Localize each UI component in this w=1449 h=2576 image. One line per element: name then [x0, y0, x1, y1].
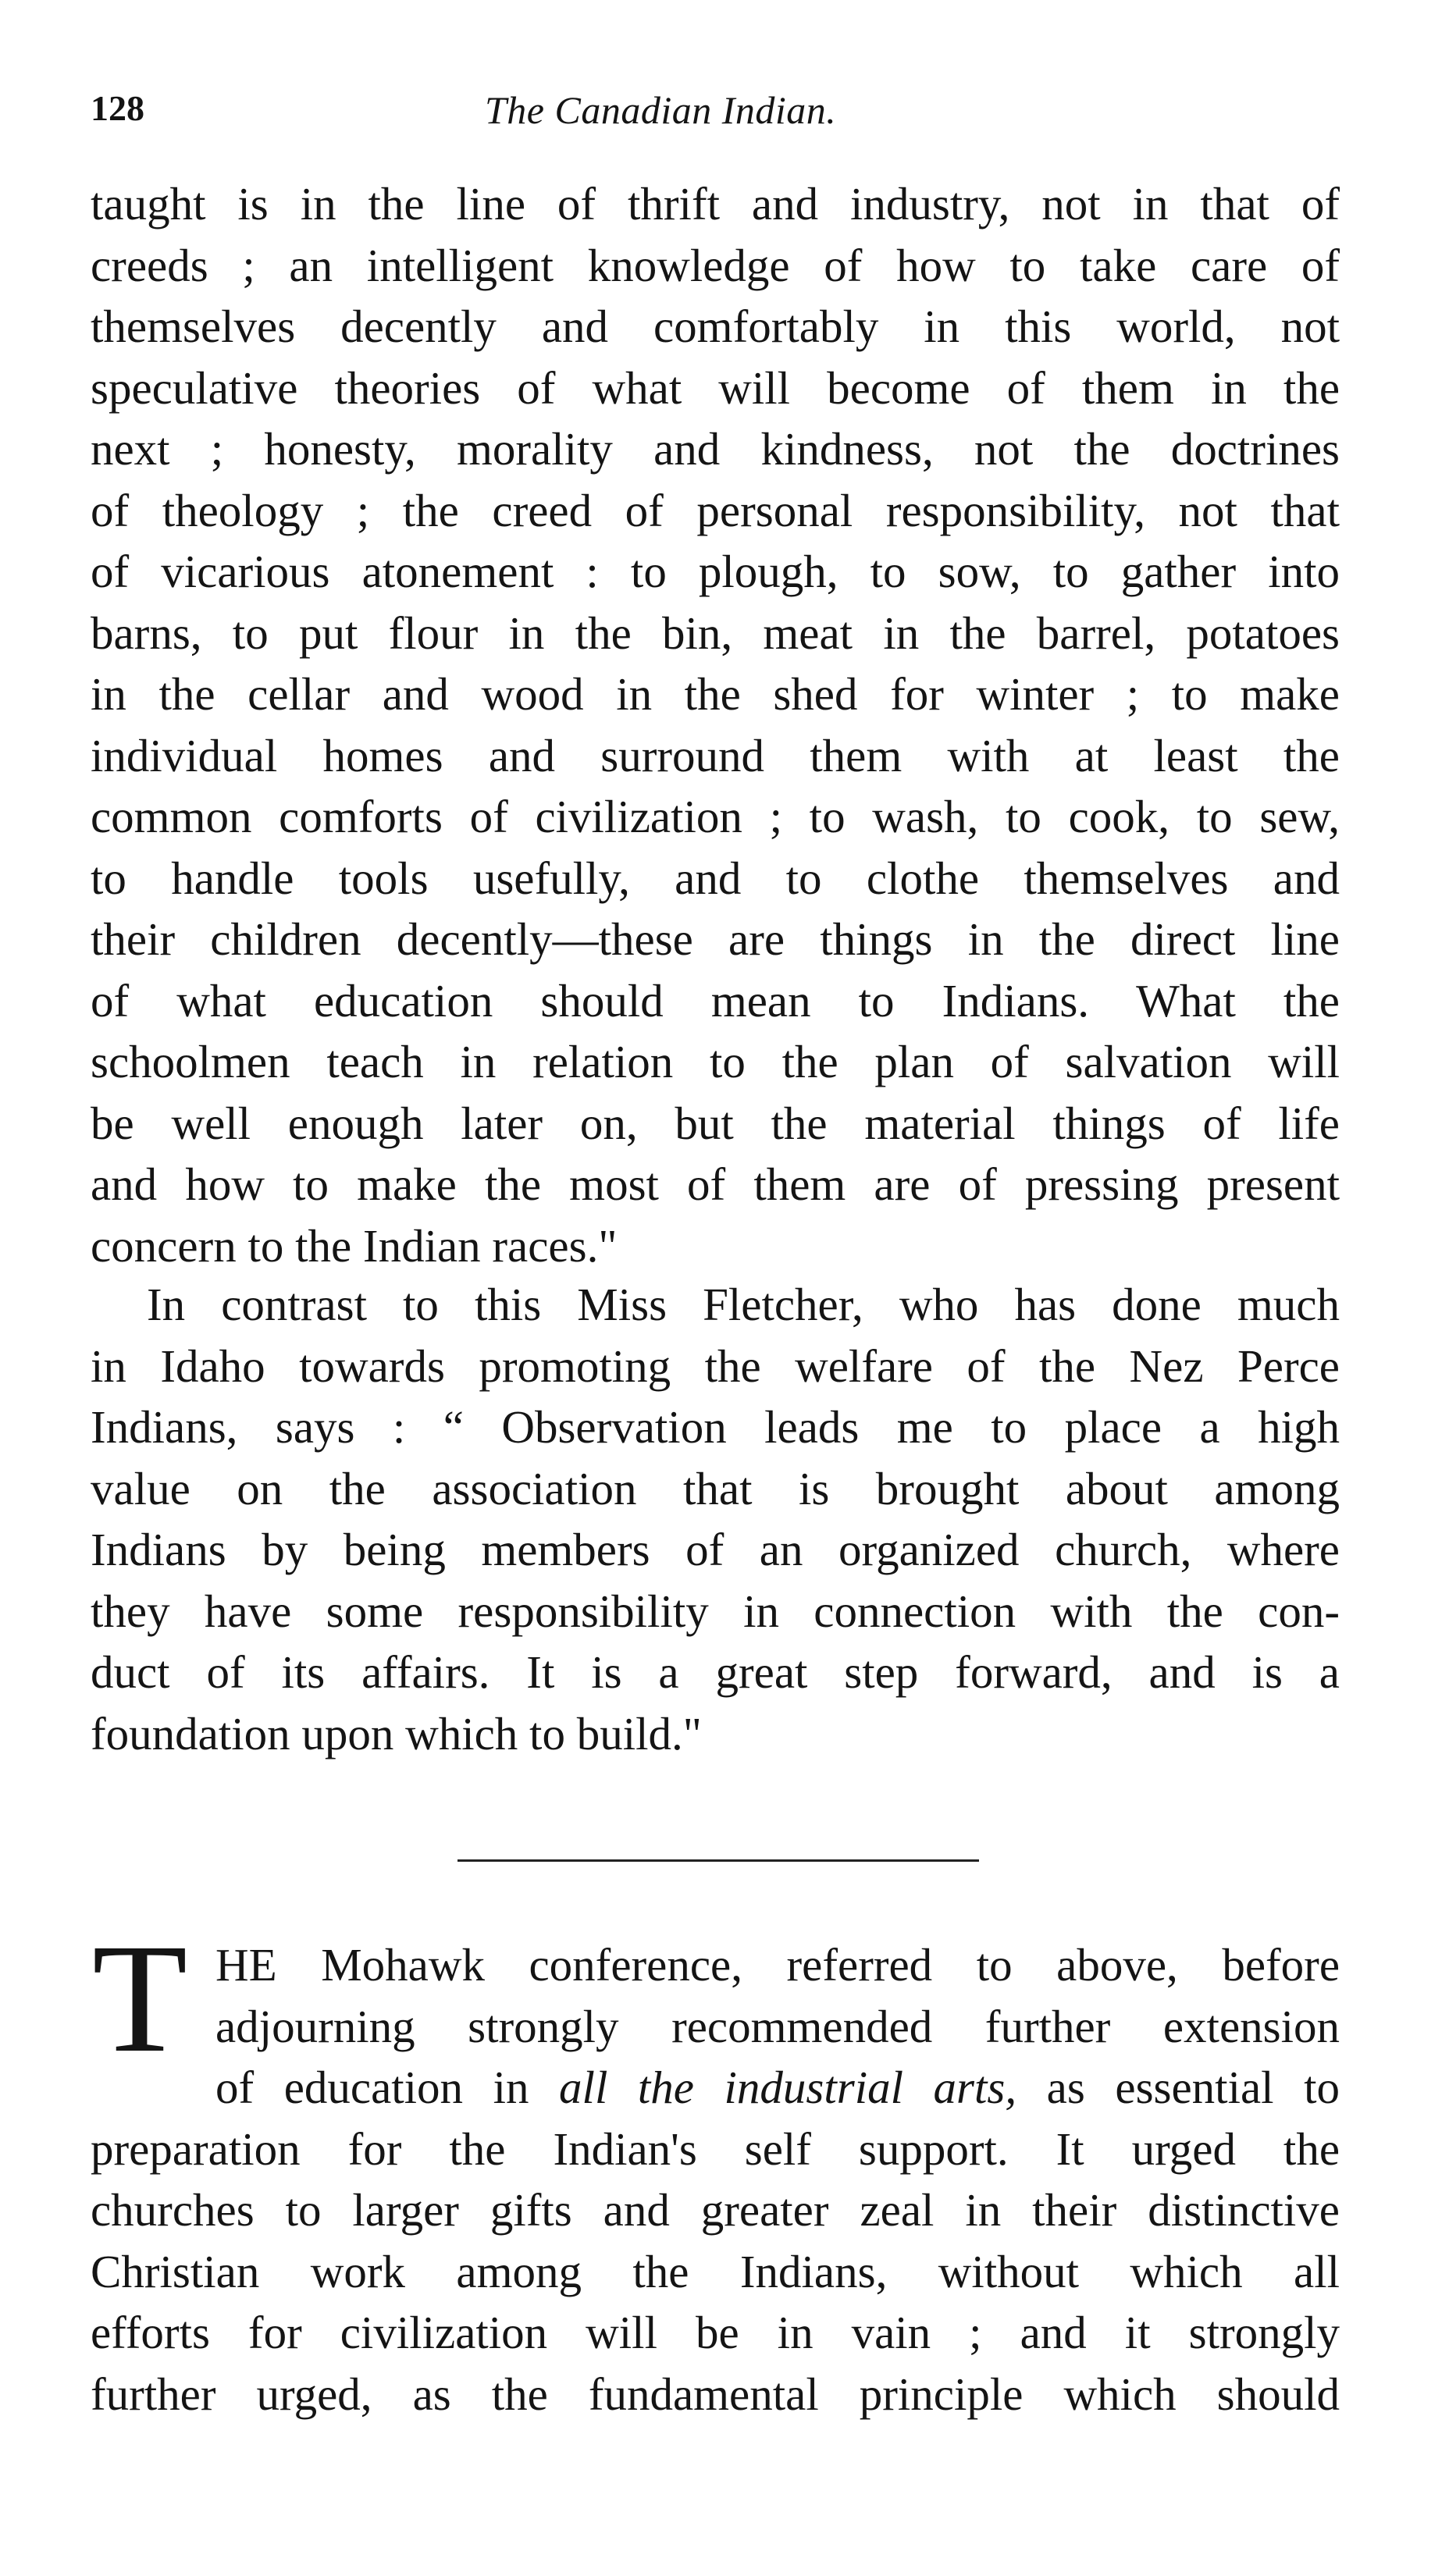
text-line: churches to larger gifts and greater zeal in their distinctive [91, 2184, 1340, 2236]
text-line: they have some responsibility in connection with the con- [91, 1585, 1340, 1637]
text-line: common comforts of civilization ; to wash, to cook, to sew, [91, 791, 1340, 842]
text-line: of what education should mean to Indians. What the [91, 974, 1340, 1026]
text-line: Indians by being members of an organized church, where [91, 1524, 1340, 1575]
text-line: next ; honesty, morality and kindness, not the doctrines [91, 423, 1340, 475]
italic-phrase: all the industrial arts, [559, 2062, 1017, 2113]
page-header [91, 87, 1340, 150]
text-line: value on the association that is brought about among [91, 1462, 1340, 1514]
text-line: schoolmen teach in relation to the plan of salvation will [91, 1036, 1340, 1087]
text-line: In contrast to this Miss Fletcher, who has done much [147, 1279, 1340, 1330]
text-line: their children decently—these are things in the direct line [91, 913, 1340, 965]
section-paragraph [91, 1912, 1340, 2425]
text-line: further urged, as the fundamental principle which should [91, 2368, 1340, 2420]
text-line: barns, to put flour in the bin, meat in the barrel, potatoes [91, 607, 1340, 659]
text-line: Indians, says : “ Observation leads me to place a high [91, 1401, 1340, 1453]
text-line: HE Mohawk conference, referred to above, before [215, 1939, 1340, 1991]
text-line: in Idaho towards promoting the welfare of the Nez Perce [91, 1340, 1340, 1392]
text-line: foundation upon which to build." [91, 1707, 702, 1759]
text-segment: of education in [215, 2062, 560, 2113]
text-line: efforts for civilization will be in vain ; and it strongly [91, 2307, 1340, 2358]
text-line: individual homes and surround them with at least the [91, 729, 1340, 781]
text-line: adjourning strongly recommended further extension [215, 2000, 1340, 2052]
section-divider [457, 1859, 979, 1862]
running-title: The Canadian Indian. [485, 88, 837, 132]
text-line: of theology ; the creed of personal responsibility, not that [91, 484, 1340, 536]
paragraph-2 [91, 1274, 1340, 1764]
text-line: and how to make the most of them are of pressing present [91, 1158, 1340, 1210]
text-line: duct of its affairs. It is a great step forward, and is a [91, 1646, 1340, 1698]
text-line: concern to the Indian races." [91, 1219, 618, 1272]
text-line: to handle tools usefully, and to clothe themselves and [91, 852, 1340, 904]
text-line: preparation for the Indian's self support. It urged the [91, 2122, 1340, 2175]
text-line: themselves decently and comfortably in this world, not [91, 301, 1340, 352]
text-line: Christian work among the Indians, without which all [91, 2245, 1340, 2297]
text-line [91, 2057, 1340, 2119]
text-line: creeds ; an intelligent knowledge of how to take care of [91, 239, 1340, 291]
page-number: 128 [91, 88, 144, 128]
drop-cap: T [92, 1912, 188, 2085]
text-line: in the cellar and wood in the shed for winter ; to make [91, 668, 1340, 720]
text-line: of vicarious atonement : to plough, to sow, to gather into [91, 546, 1340, 597]
paragraph-1 [91, 173, 1340, 1276]
text-line: taught is in the line of thrift and industry, not in that of [91, 178, 1340, 229]
text-line: speculative theories of what will become of them in the [91, 361, 1340, 414]
text-line: be well enough later on, but the material things of life [91, 1097, 1340, 1149]
text-segment: as essential to [1016, 2062, 1340, 2113]
